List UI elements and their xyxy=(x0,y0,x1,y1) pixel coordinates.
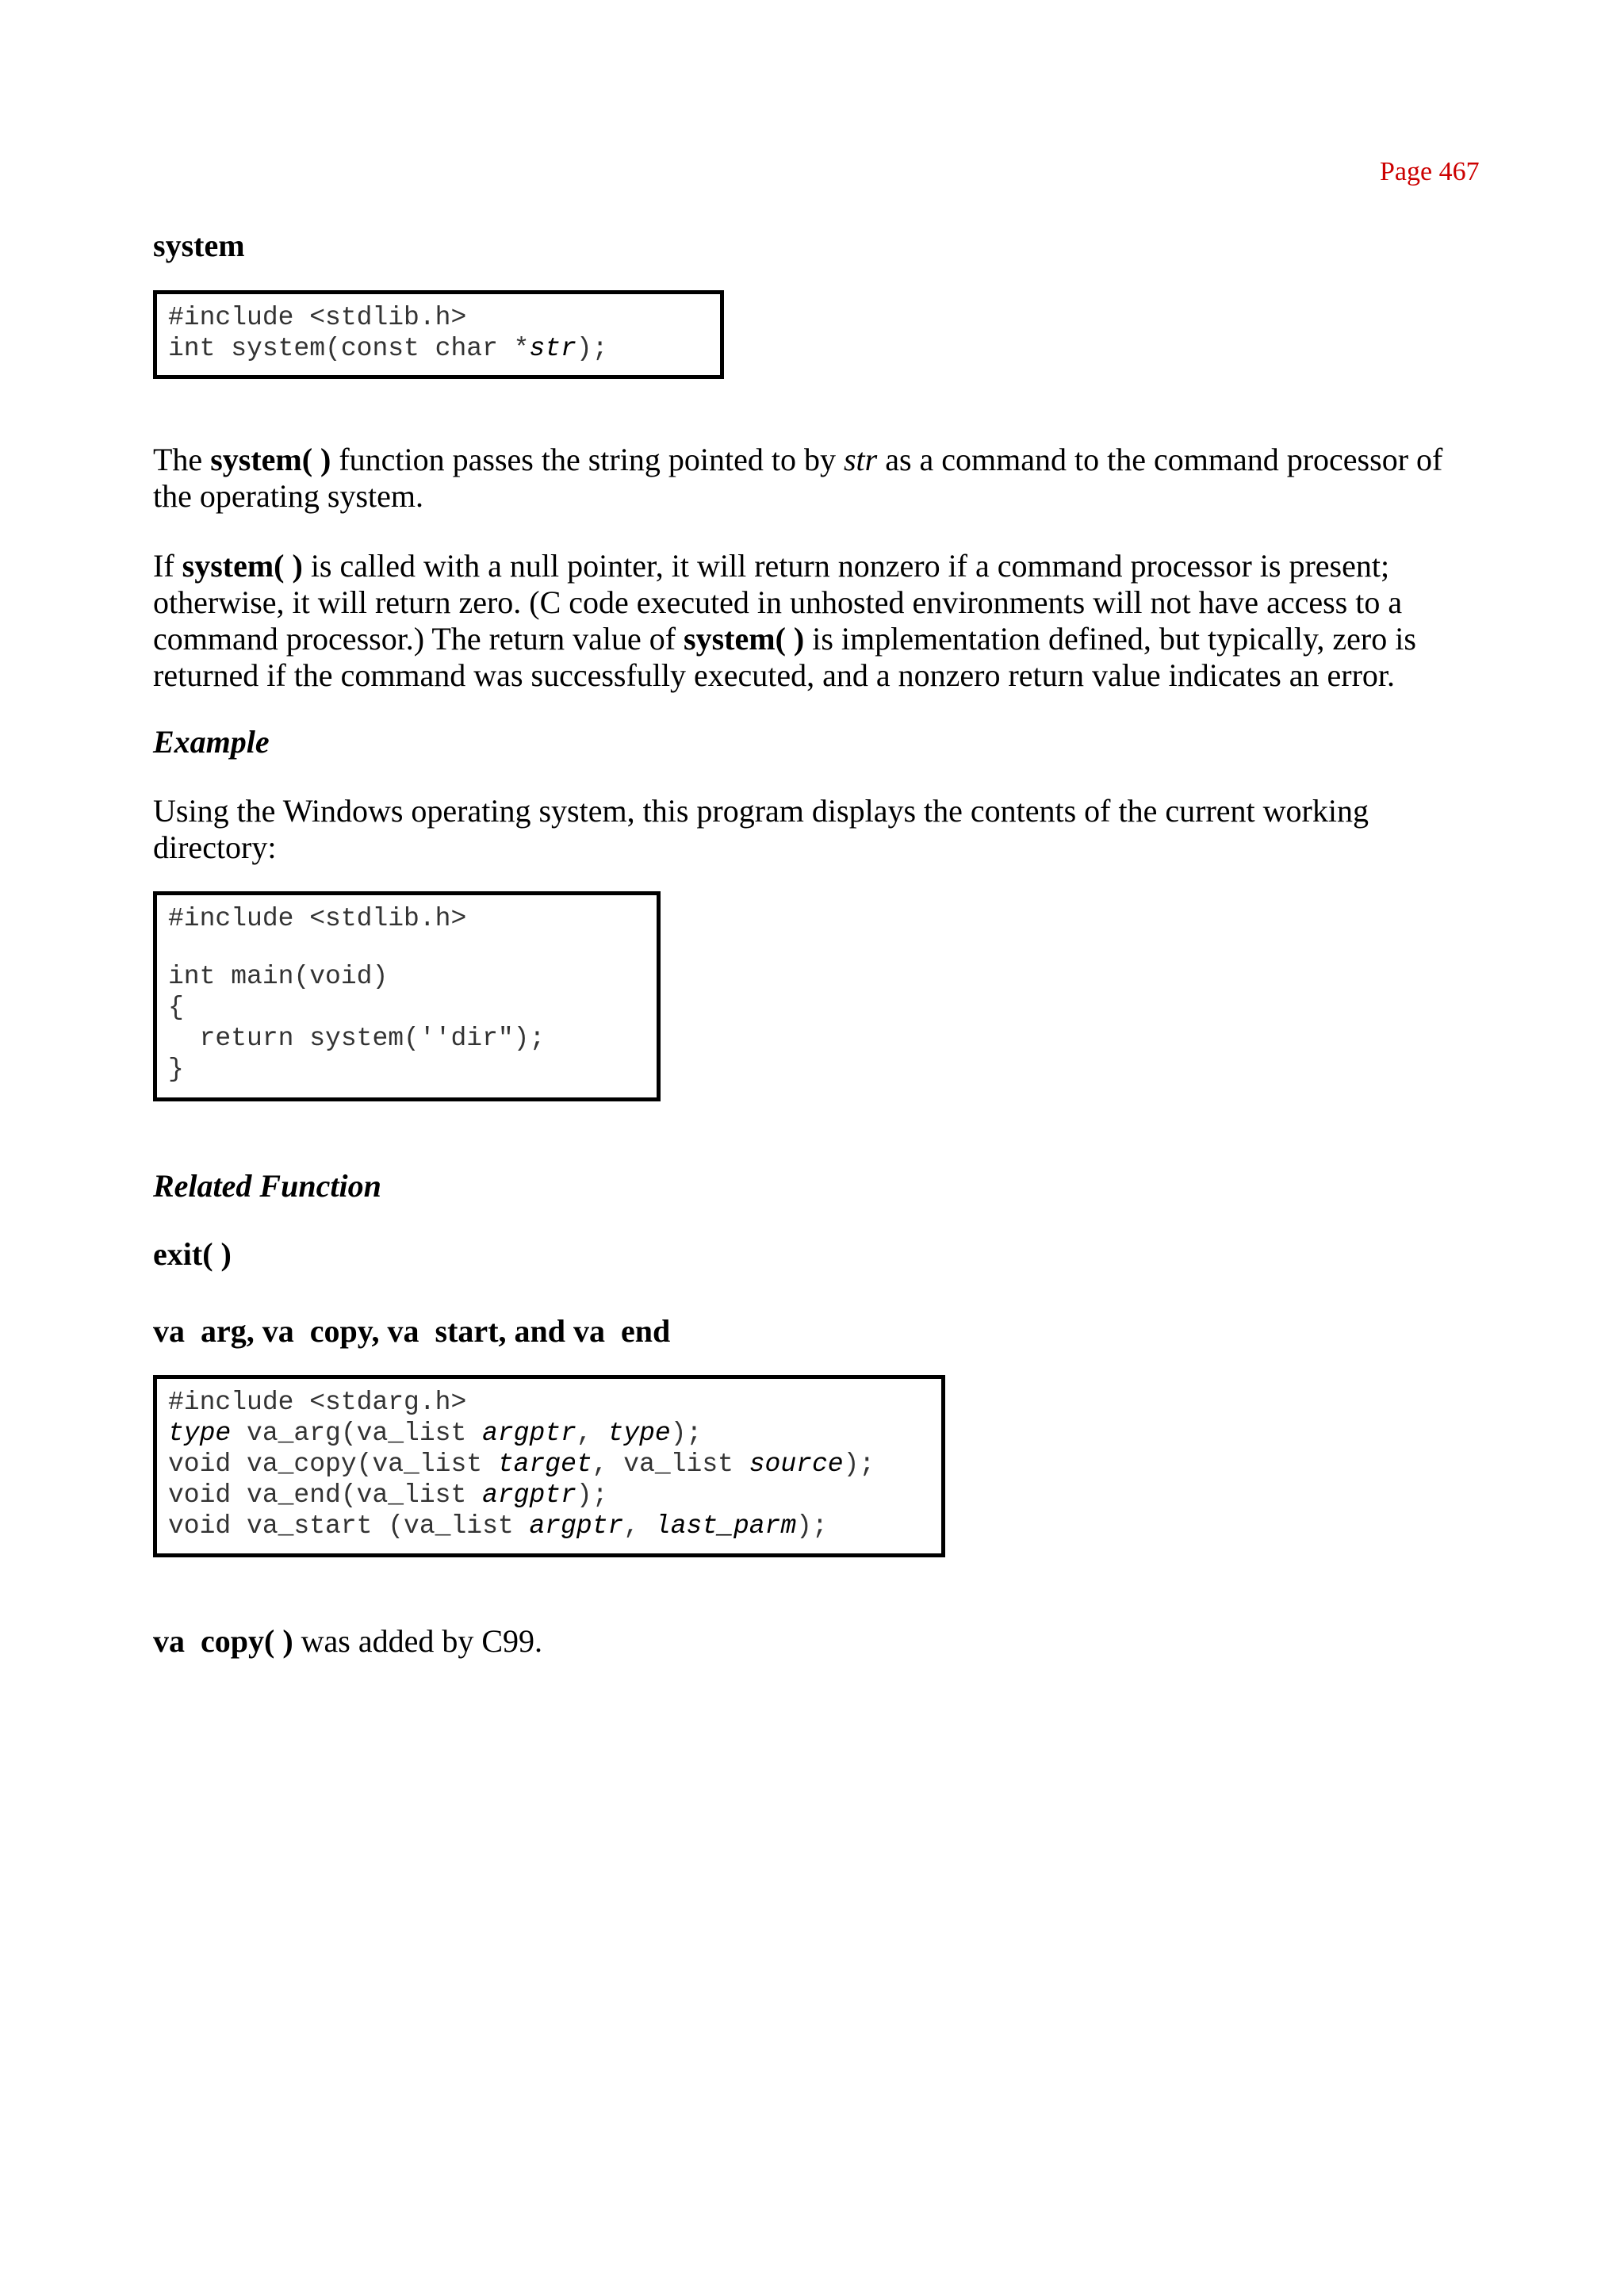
system-prototype-box xyxy=(153,290,724,379)
code-line: #include <stdarg.h> xyxy=(168,1388,467,1417)
va-copy-note: va copy( ) was added by C99. xyxy=(153,1623,543,1659)
code-line: int main(void) xyxy=(168,962,389,991)
code-line: void va_start (va_list argptr, last_parm); xyxy=(168,1511,828,1541)
code-line: void va_copy(va_list target, va_list source); xyxy=(168,1450,875,1479)
code-line: void va_end(va_list argptr); xyxy=(168,1480,608,1510)
example-code-box xyxy=(153,891,661,1101)
system-return-paragraph: If system( ) is called with a null pointer, it will return nonzero if a command processor is present; otherwise, it will return zero. (C code executed in unhosted environments will not have access to a command processor.) The return value of system( ) is implementation defined, but typically, zero is returned if the command was successfully executed, and a nonzero return value indicates an error. xyxy=(153,548,1416,693)
system-description-paragraph: The system( ) function passes the string pointed to by str as a command to the command processor of the operating system. xyxy=(153,442,1443,514)
section-title-va: va arg, va copy, va start, and va end xyxy=(153,1313,671,1349)
related-function-heading: Related Function xyxy=(153,1168,381,1204)
code-line: #include <stdlib.h> xyxy=(168,303,467,332)
code-line: type va_arg(va_list argptr, type); xyxy=(168,1419,703,1448)
code-line: } xyxy=(168,1055,184,1084)
section-title-system: system xyxy=(153,228,245,263)
va-prototype-box xyxy=(153,1375,945,1557)
related-function-name: exit( ) xyxy=(153,1236,232,1272)
example-description: Using the Windows operating system, this program displays the contents of the current working directory: xyxy=(153,793,1369,865)
code-line: return system(''dir"); xyxy=(168,1024,546,1053)
page-number: Page 467 xyxy=(1380,157,1480,186)
example-heading: Example xyxy=(153,724,270,760)
code-line: int system(const char *str); xyxy=(168,334,608,363)
code-line: { xyxy=(168,993,184,1022)
code-line: #include <stdlib.h> xyxy=(168,904,467,933)
